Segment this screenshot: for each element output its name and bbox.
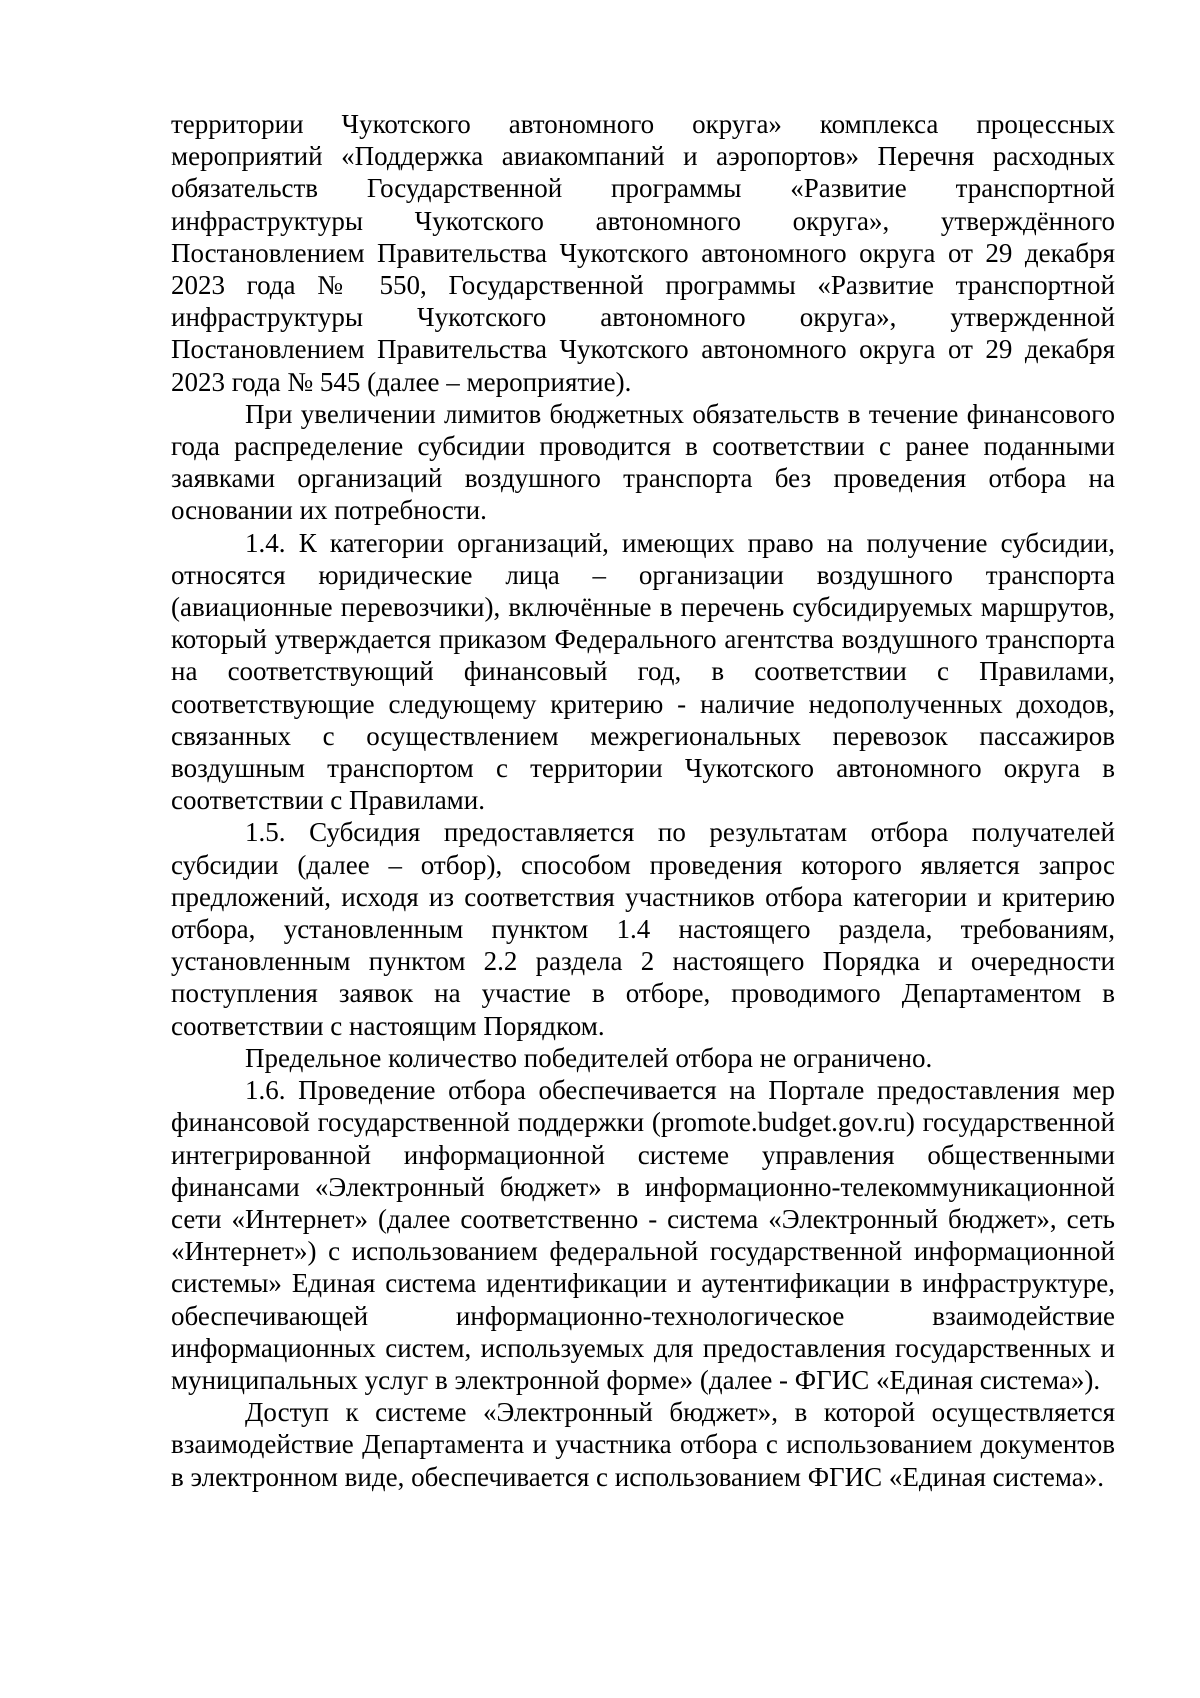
paragraph-winners-limit: Предельное количество победителей отбора не ограничено.: [245, 1042, 933, 1073]
paragraph-1-5-selection-method: 1.5. Субсидия предоставляется по результатам отбора получателей субсидии (далее – отбор), способом проведения которого является запрос предложений, исходя из соответствия участников отбора категории и критерию отбора, установленным пунктом 1.4 настоящего раздела, требованиям, установленным пунктом 2.2 раздела 2 настоящего Порядка и очередности поступления заявок на участие в отборе, проводимого Департаментом в соответствии с настоящим Порядком.: [171, 817, 1115, 1041]
paragraph-measure-continuation: территории Чукотского автономного округа» комплекса процессных мероприятий «Поддержка авиакомпаний и аэропортов» Перечня расходных обязательств Государственной программы «Развитие транспортной инфраструктуры Чукотского автономного округа», утверждённого Постановлением Правительства Чукотского автономного округа от 29 декабря 2023 года № 550, Государственной программы «Развитие транспортной инфраструктуры Чукотского автономного округа», утвержденной Постановлением Правительства Чукотского автономного округа от 29 декабря 2023 года № 545 (далее – мероприятие).: [171, 109, 1115, 397]
paragraph-limits-increase: При увеличении лимитов бюджетных обязательств в течение финансового года распределение субсидии проводится в соответствии с ранее поданными заявками организаций воздушного транспорта без проведения отбора на основании их потребности.: [171, 398, 1115, 526]
paragraph-1-4-eligible-categories: 1.4. К категории организаций, имеющих право на получение субсидии, относятся юридические лица – организации воздушного транспорта (авиационные перевозчики), включённые в перечень субсидируемых маршрутов, который утверждается приказом Федерального агентства воздушного транспорта на соответствующий финансовый год, в соответствии с Правилами, соответствующие следующему критерию - наличие недополученных доходов, связанных с осуществлением межрегиональных перевозок пассажиров воздушным транспортом с территории Чукотского автономного округа в соответствии с Правилами.: [171, 527, 1115, 816]
paragraph-system-access: Доступ к системе «Электронный бюджет», в которой осуществляется взаимодействие Департамента и участника отбора с использованием документов в электронном виде, обеспечивается с использованием ФГИС «Единая система».: [171, 1397, 1115, 1492]
paragraph-1-6-portal: 1.6. Проведение отбора обеспечивается на Портале предоставления мер финансовой государственной поддержки (promote.budget.gov.ru) государственной интегрированной информационной системе управления общественными финансами «Электронный бюджет» в информационно-телекоммуникационной сети «Интернет» (далее соответственно - система «Электронный бюджет», сеть «Интернет») с использованием федеральной государственной информационной системы» Единая система идентификации и аутентификации в инфраструктуре, обеспечивающей информационно-технологическое взаимодействие информационных систем, используемых для предоставления государственных и муниципальных услуг в электронной форме» (далее - ФГИС «Единая система»).: [171, 1075, 1115, 1395]
document-page: [171, 108, 1115, 1493]
